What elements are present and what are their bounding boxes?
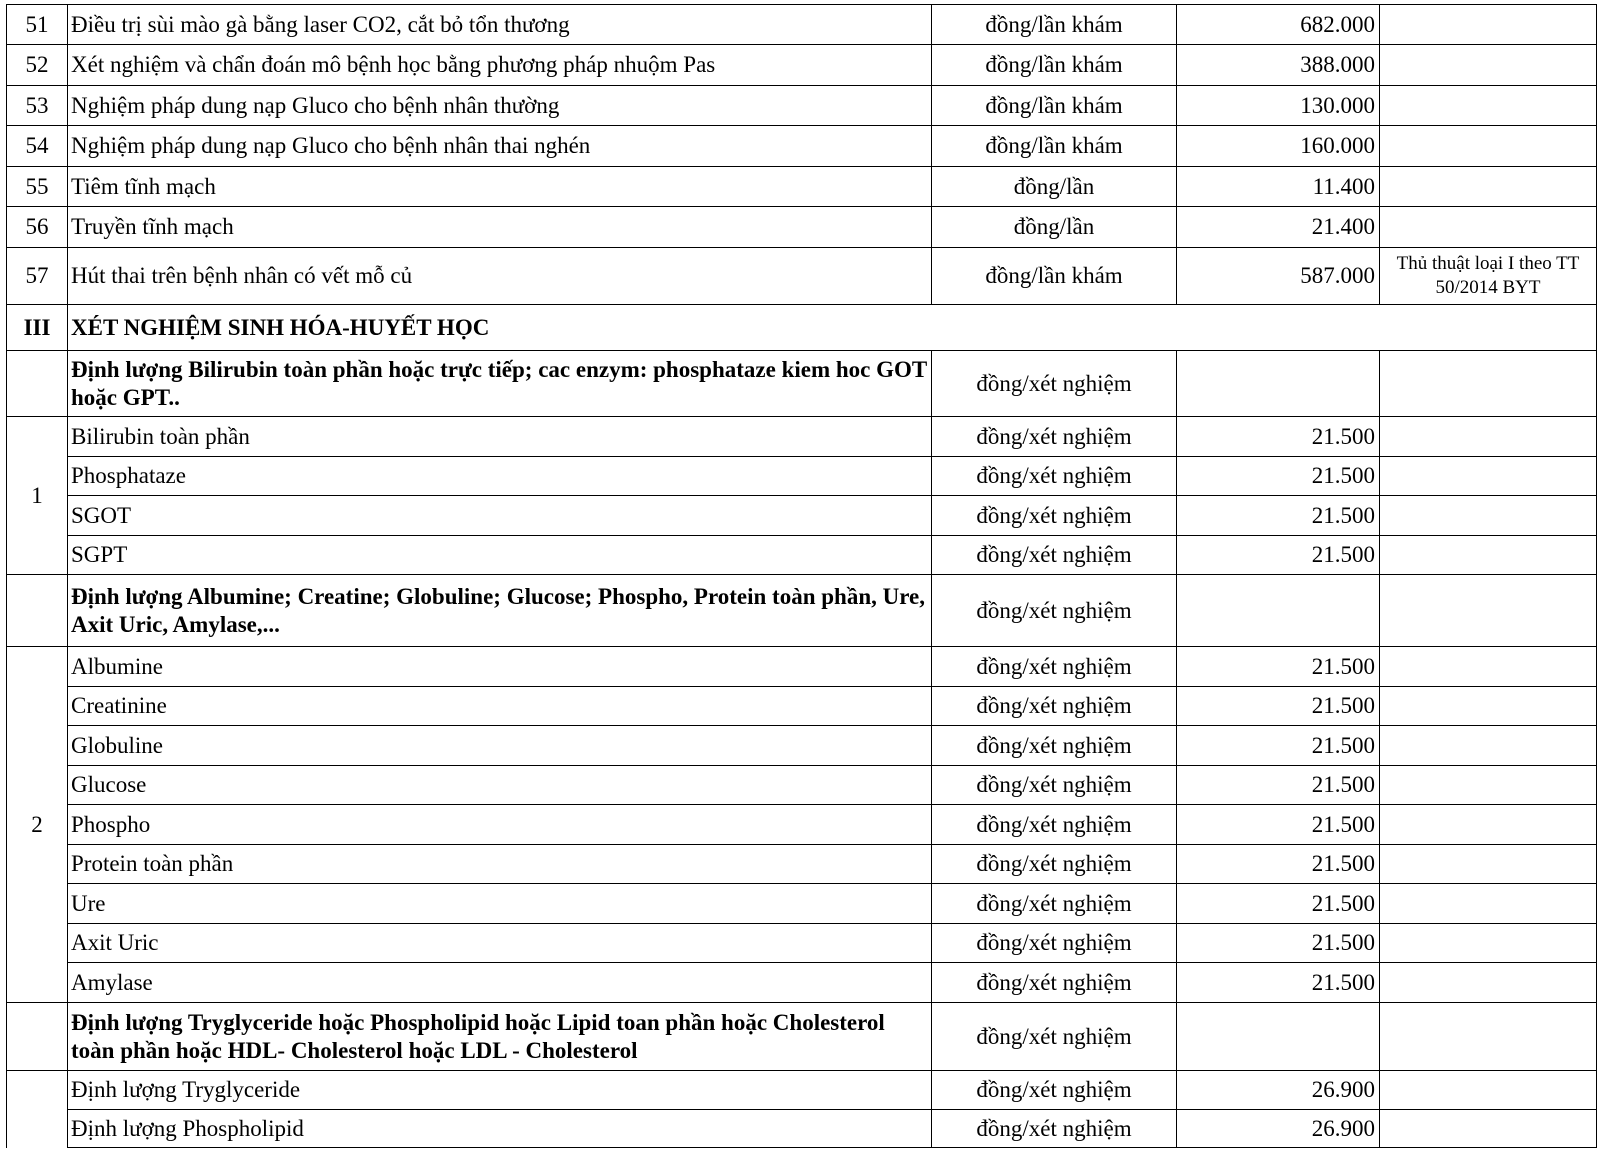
table-row [7, 845, 1597, 884]
table-row [7, 167, 1597, 207]
section-header-row [7, 305, 1597, 351]
price-cell: 130.000 [1177, 86, 1380, 126]
group-number [7, 1071, 68, 1148]
table-row [7, 126, 1597, 167]
table-row [7, 726, 1597, 766]
group-number: 1 [7, 417, 68, 575]
price-cell: 26.900 [1177, 1110, 1380, 1148]
table-row [7, 86, 1597, 126]
price-cell: 21.500 [1177, 884, 1380, 924]
table-row [7, 805, 1597, 845]
section-number: III [7, 305, 68, 351]
service-name: Amylase [68, 963, 932, 1003]
price-cell: 21.500 [1177, 924, 1380, 963]
unit-cell: đồng/xét nghiệm [932, 884, 1177, 924]
section-title: XÉT NGHIỆM SINH HÓA-HUYẾT HỌC [68, 305, 1597, 351]
row-number: 55 [7, 167, 68, 207]
table-row [7, 457, 1597, 496]
service-name: Glucose [68, 766, 932, 805]
service-name: Creatinine [68, 687, 932, 726]
service-name: Định lượng Tryglyceride [68, 1071, 932, 1110]
unit-cell: đồng/xét nghiệm [932, 647, 1177, 687]
service-name: Bilirubin toàn phần [68, 417, 932, 457]
unit-cell: đồng/xét nghiệm [932, 687, 1177, 726]
service-name: Axit Uric [68, 924, 932, 963]
price-cell: 21.500 [1177, 536, 1380, 575]
row-number: 56 [7, 207, 68, 248]
table-row [7, 45, 1597, 86]
service-name: Protein toàn phần [68, 845, 932, 884]
note-cell [1380, 86, 1597, 126]
unit-cell: đồng/lần khám [932, 5, 1177, 45]
service-name: SGPT [68, 536, 932, 575]
unit-cell: đồng/xét nghiệm [932, 536, 1177, 575]
row-number: 54 [7, 126, 68, 167]
table-row [7, 647, 1597, 687]
group-heading: Định lượng Albumine; Creatine; Globuline; Glucose; Phospho, Protein toàn phần, Ure, Axit Uric, Amylase,... [68, 575, 932, 647]
unit-cell: đồng/lần khám [932, 126, 1177, 167]
unit-cell: đồng/xét nghiệm [932, 417, 1177, 457]
unit-cell: đồng/lần khám [932, 86, 1177, 126]
table-row [7, 496, 1597, 536]
service-name: SGOT [68, 496, 932, 536]
group-heading: Định lượng Bilirubin toàn phần hoặc trực tiếp; cac enzym: phosphataze kiem hoc GOT hoặc GPT.. [68, 351, 932, 417]
unit-cell: đồng/xét nghiệm [932, 924, 1177, 963]
table-row [7, 687, 1597, 726]
price-cell: 21.500 [1177, 687, 1380, 726]
group-heading-row [7, 351, 1597, 417]
unit-cell: đồng/xét nghiệm [932, 766, 1177, 805]
price-cell: 682.000 [1177, 5, 1380, 45]
group-heading-row [7, 1003, 1597, 1071]
unit-cell: đồng/xét nghiệm [932, 1110, 1177, 1148]
unit-cell: đồng/xét nghiệm [932, 351, 1177, 417]
service-name: Nghiệm pháp dung nạp Gluco cho bệnh nhân thai nghén [68, 126, 932, 167]
table-row [7, 1071, 1597, 1110]
price-cell: 388.000 [1177, 45, 1380, 86]
unit-cell: đồng/lần khám [932, 248, 1177, 305]
group-heading-row [7, 575, 1597, 647]
table-row [7, 884, 1597, 924]
table-row [7, 924, 1597, 963]
service-name: Phospho [68, 805, 932, 845]
note-cell [1380, 167, 1597, 207]
unit-cell: đồng/xét nghiệm [932, 805, 1177, 845]
price-cell: 21.500 [1177, 805, 1380, 845]
table-row [7, 5, 1597, 45]
price-cell: 26.900 [1177, 1071, 1380, 1110]
service-name: Định lượng Phospholipid [68, 1110, 932, 1148]
service-name: Điều trị sùi mào gà bằng laser CO2, cắt bỏ tổn thương [68, 5, 932, 45]
group-heading: Định lượng Tryglyceride hoặc Phospholipid hoặc Lipid toan phần hoặc Cholesterol toàn phần hoặc HDL- Cholesterol hoặc LDL - Cholesterol [68, 1003, 932, 1071]
service-name: Xét nghiệm và chẩn đoán mô bệnh học bằng phương pháp nhuộm Pas [68, 45, 932, 86]
note-cell [1380, 5, 1597, 45]
service-name: Truyền tĩnh mạch [68, 207, 932, 248]
price-table [6, 4, 1597, 1148]
price-cell: 21.500 [1177, 845, 1380, 884]
price-cell: 587.000 [1177, 248, 1380, 305]
price-cell: 21.500 [1177, 963, 1380, 1003]
table-row [7, 207, 1597, 248]
note-cell: Thủ thuật loại I theo TT 50/2014 BYT [1380, 248, 1597, 305]
unit-cell: đồng/lần khám [932, 45, 1177, 86]
table-row [7, 1110, 1597, 1148]
unit-cell: đồng/xét nghiệm [932, 457, 1177, 496]
row-number: 52 [7, 45, 68, 86]
service-name: Nghiệm pháp dung nạp Gluco cho bệnh nhân thường [68, 86, 932, 126]
table-row [7, 248, 1597, 305]
unit-cell: đồng/xét nghiệm [932, 575, 1177, 647]
price-cell: 160.000 [1177, 126, 1380, 167]
table-row [7, 417, 1597, 457]
row-number: 51 [7, 5, 68, 45]
price-cell: 21.500 [1177, 496, 1380, 536]
row-number: 53 [7, 86, 68, 126]
service-name: Hút thai trên bệnh nhân có vết mỗ củ [68, 248, 932, 305]
unit-cell: đồng/lần [932, 207, 1177, 248]
unit-cell: đồng/xét nghiệm [932, 845, 1177, 884]
table-row [7, 963, 1597, 1003]
price-cell: 21.500 [1177, 457, 1380, 496]
unit-cell: đồng/xét nghiệm [932, 963, 1177, 1003]
note-cell [1380, 126, 1597, 167]
service-name: Albumine [68, 647, 932, 687]
price-cell: 21.400 [1177, 207, 1380, 248]
price-cell: 21.500 [1177, 766, 1380, 805]
service-name: Tiêm tĩnh mạch [68, 167, 932, 207]
table-row [7, 536, 1597, 575]
unit-cell: đồng/xét nghiệm [932, 1003, 1177, 1071]
row-number: 57 [7, 248, 68, 305]
price-cell: 21.500 [1177, 726, 1380, 766]
unit-cell: đồng/xét nghiệm [932, 496, 1177, 536]
price-cell: 21.500 [1177, 417, 1380, 457]
unit-cell: đồng/xét nghiệm [932, 1071, 1177, 1110]
price-cell: 21.500 [1177, 647, 1380, 687]
note-cell [1380, 45, 1597, 86]
service-name: Ure [68, 884, 932, 924]
service-name: Phosphataze [68, 457, 932, 496]
table-row [7, 766, 1597, 805]
price-cell: 11.400 [1177, 167, 1380, 207]
service-name: Globuline [68, 726, 932, 766]
note-cell [1380, 207, 1597, 248]
unit-cell: đồng/lần [932, 167, 1177, 207]
unit-cell: đồng/xét nghiệm [932, 726, 1177, 766]
group-number: 2 [7, 647, 68, 1003]
